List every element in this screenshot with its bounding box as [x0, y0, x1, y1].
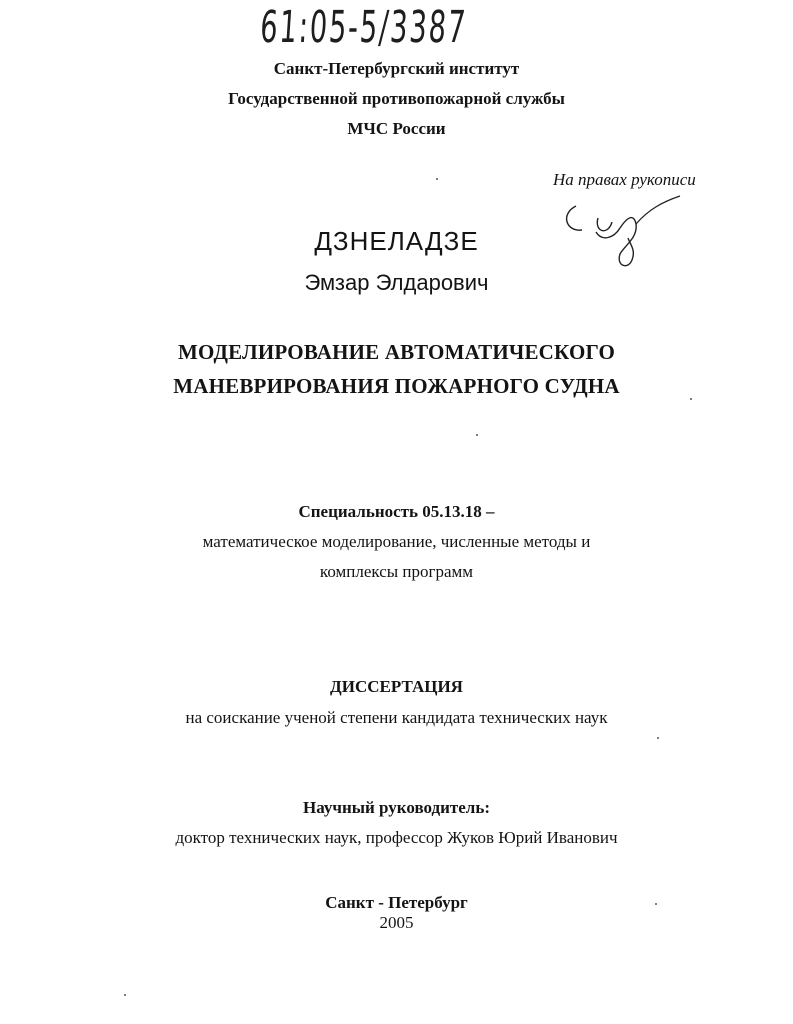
- footer-city: Санкт - Петербург: [325, 893, 468, 912]
- footer-year: 2005: [379, 913, 414, 932]
- scan-speck: [476, 434, 478, 436]
- manuscript-note: На правах рукописи: [553, 170, 696, 189]
- scan-speck: [124, 994, 126, 996]
- institution-line-2: Государственной противопожарной службы: [228, 89, 565, 108]
- author-surname: ДЗНЕЛАДЗЕ: [314, 226, 479, 256]
- dissertation-label: ДИССЕРТАЦИЯ: [330, 677, 463, 696]
- institution-line-3: МЧС России: [347, 119, 446, 138]
- archive-number-handwritten: 61:05-5/3387: [258, 2, 469, 53]
- dissertation-purpose: на соискание ученой степени кандидата технических наук: [185, 708, 608, 727]
- specialty-line-1: математическое моделирование, численные методы и: [202, 532, 591, 551]
- supervisor-label: Научный руководитель:: [303, 798, 490, 817]
- institution-line-1: Санкт-Петербургский институт: [273, 59, 520, 78]
- scan-speck: [657, 737, 659, 739]
- title-line-1: МОДЕЛИРОВАНИЕ АВТОМАТИЧЕСКОГО: [177, 340, 616, 364]
- scan-speck: [436, 178, 438, 180]
- scan-speck: [690, 398, 692, 400]
- author-name: Эмзар Элдарович: [304, 270, 489, 295]
- scan-speck: [655, 903, 657, 905]
- title-line-2: МАНЕВРИРОВАНИЯ ПОЖАРНОГО СУДНА: [173, 374, 620, 398]
- supervisor-name: доктор технических наук, профессор Жуков Юрий Иванович: [175, 828, 618, 847]
- specialty-line-2: комплексы программ: [319, 562, 474, 581]
- specialty-label: Специальность 05.13.18 –: [298, 502, 495, 521]
